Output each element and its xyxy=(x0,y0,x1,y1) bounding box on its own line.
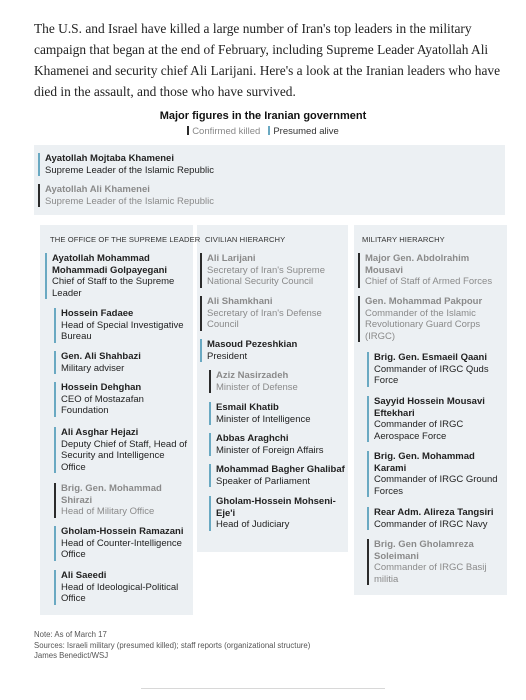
chart-title: Major figures in the Iranian government xyxy=(159,110,367,122)
person-entry: Ali Asghar Hejazi Deputy Chief of Staff, Head of Security and Intelligence Office xyxy=(54,427,191,473)
person-entry: Brig. Gen Gholamreza Soleimani Commander of IRGC Basij militia xyxy=(367,539,504,585)
person-entry: Masoud Pezeshkian President xyxy=(200,339,345,362)
person-entry: Abbas Araghchi Minister of Foreign Affairs xyxy=(209,433,346,456)
chart-notes xyxy=(34,630,310,662)
person-entry: Brig. Gen. Mohammad Karami Commander of IRGC Ground Forces xyxy=(367,451,504,497)
person-entry: Gholam-Hossein Ramazani Head of Counter-Intelligence Office xyxy=(54,526,191,561)
person-entry: Gen. Ali Shahbazi Military adviser xyxy=(54,351,191,374)
note-sources: Sources: Israeli military (presumed killed); staff reports (organizational structure) xyxy=(34,640,311,650)
person-entry: Ali Shamkhani Secretary of Iran's Defense Council xyxy=(200,296,345,331)
intro-paragraph: The U.S. and Israel have killed a large number of Iran's top leaders in the military campaign that began at the end of February, including Supreme Leader Ayatollah Ali Khamenei and security chief Ali Larijani. Here's a look at the Iranian leaders who have died in the assault, and those who have survived. xyxy=(34,21,501,99)
column-header-civilian: CIVILIAN HIERARCHY xyxy=(205,235,286,244)
person-entry: Aziz Nasirzadeh Minister of Defense xyxy=(209,370,346,393)
note-credit: James Benedict/WSJ xyxy=(34,651,109,661)
column-header-office: THE OFFICE OF THE SUPREME LEADER xyxy=(50,235,201,244)
legend-alive-label: Presumed alive xyxy=(273,126,339,137)
person-entry: Ayatollah Mohammad Mohammadi Golpayegani Chief of Staff to the Supreme Leader xyxy=(45,253,190,299)
person-entry: Rear Adm. Alireza Tangsiri Commander of IRGC Navy xyxy=(367,507,504,530)
person-entry: Ali Larijani Secretary of Iran's Supreme National Security Council xyxy=(200,253,345,288)
person-entry: Sayyid Hossein Mousavi Eftekhari Commander of IRGC Aerospace Force xyxy=(367,396,504,442)
note-date: Note: As of March 17 xyxy=(34,630,107,639)
legend-killed-label: Confirmed killed xyxy=(192,126,261,137)
person-entry: Hossein Dehghan CEO of Mostazafan Foundation xyxy=(54,382,191,417)
person-entry: Brig. Gen. Esmaeil Qaani Commander of IRGC Quds Force xyxy=(367,352,504,387)
leader-entry: Ayatollah Ali Khamenei Supreme Leader of the Islamic Republic xyxy=(38,184,485,207)
legend xyxy=(0,126,526,137)
person-entry: Hossein Fadaee Head of Special Investigative Bureau xyxy=(54,308,191,343)
person-entry: Esmail Khatib Minister of Intelligence xyxy=(209,402,346,425)
person-entry: Gen. Mohammad Pakpour Commander of the Islamic Revolutionary Guard Corps (IRGC) xyxy=(358,296,505,342)
person-entry: Mohammad Bagher Ghalibaf Speaker of Parliament xyxy=(209,464,352,487)
legend-killed-swatch xyxy=(187,126,189,135)
legend-alive-swatch xyxy=(268,126,270,135)
person-entry: Major Gen. Abdolrahim Mousavi Chief of Staff of Armed Forces xyxy=(358,253,505,288)
person-entry: Brig. Gen. Mohammad Shirazi Head of Military Office xyxy=(54,483,191,518)
person-entry: Gholam-Hossein Mohseni-Eje'i Head of Judiciary xyxy=(209,496,346,531)
leader-entry: Ayatollah Mojtaba Khamenei Supreme Leader of the Islamic Republic xyxy=(38,153,485,176)
person-entry: Ali Saeedi Head of Ideological-Political Office xyxy=(54,570,191,605)
column-header-military: MILITARY HIERARCHY xyxy=(362,235,445,244)
footer-divider xyxy=(141,688,385,689)
